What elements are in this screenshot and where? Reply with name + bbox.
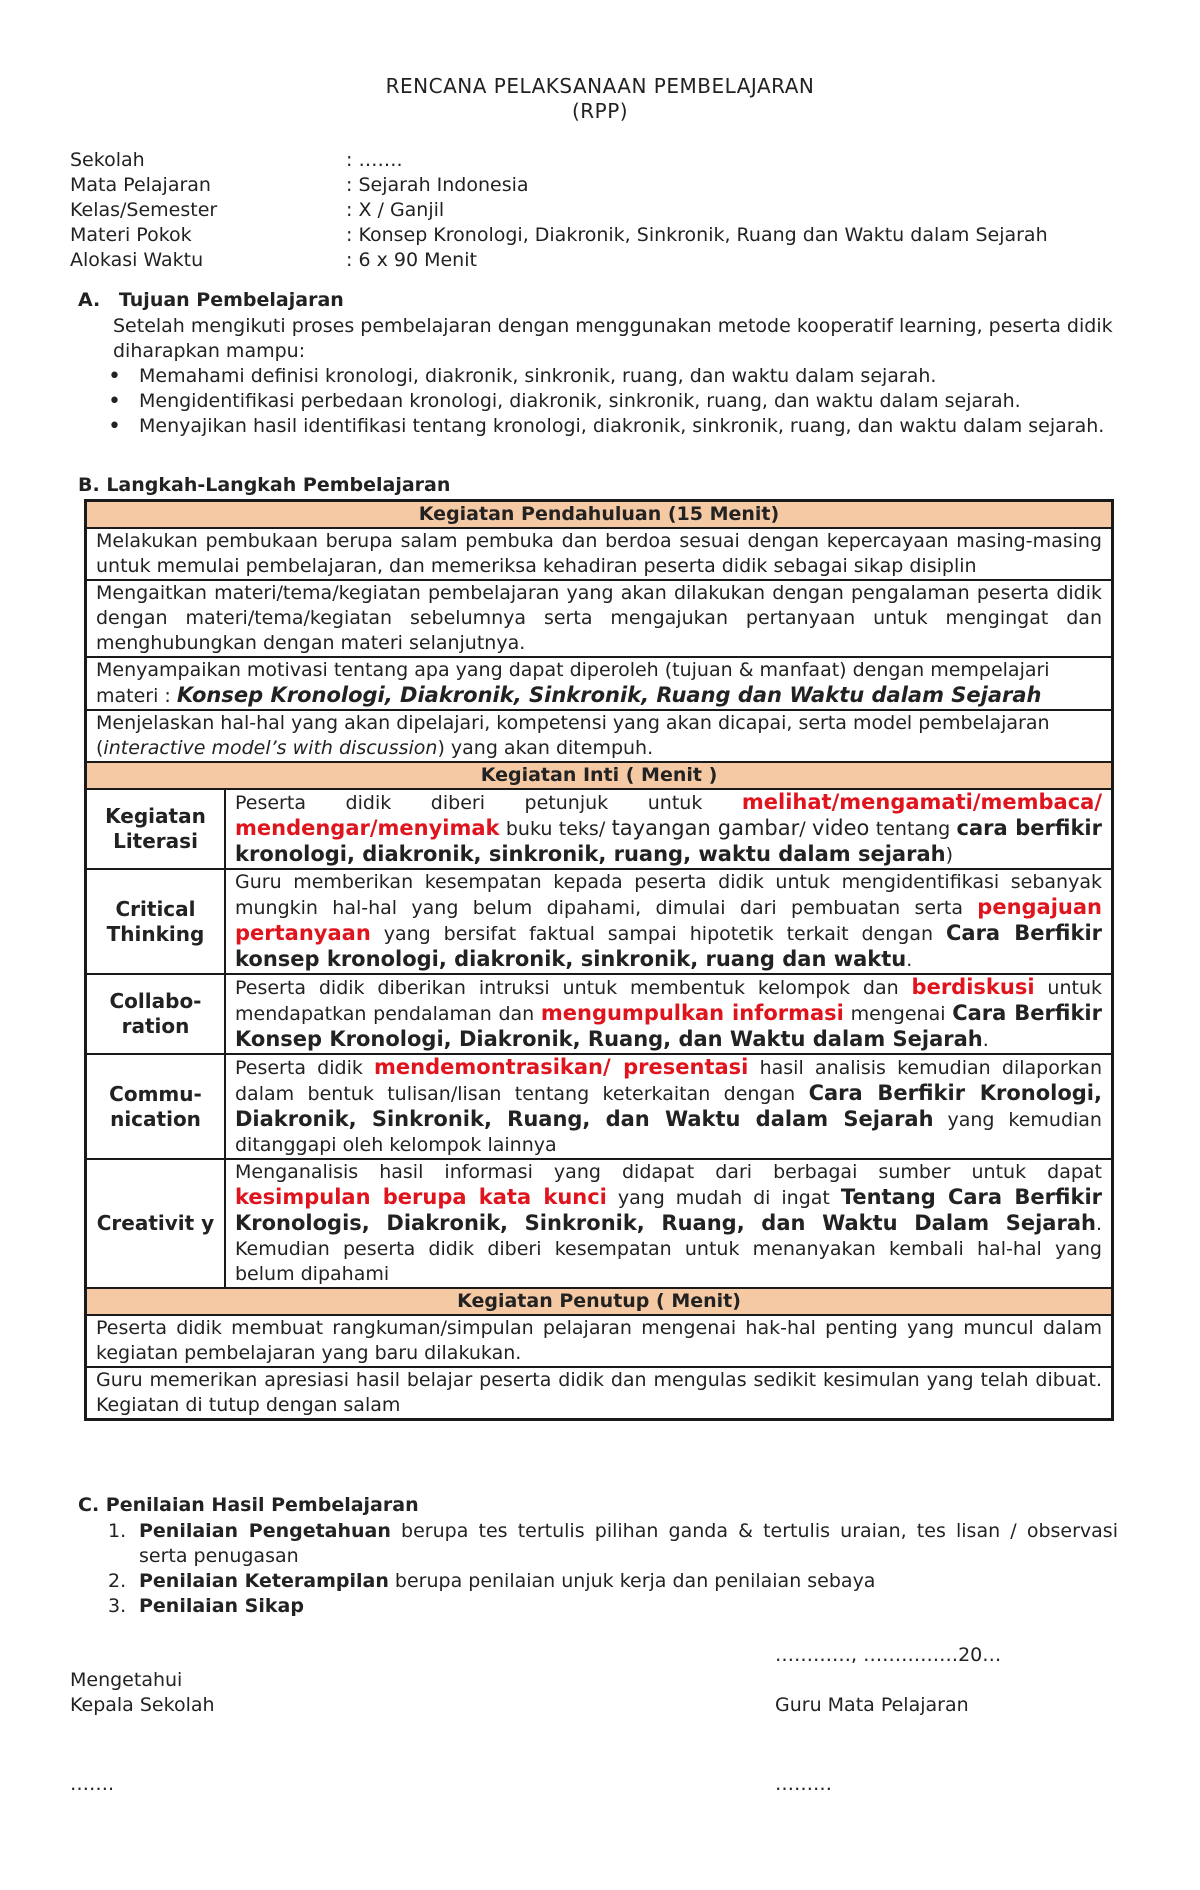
section-c-heading: C. Penilaian Hasil Pembelajaran xyxy=(78,1494,419,1516)
table-row xyxy=(86,528,1113,580)
core-header: Kegiatan Inti ( Menit ) xyxy=(86,762,1113,789)
step-text: yang kemudian ditanggapi oleh kelompok lainnya xyxy=(235,1109,1102,1156)
table-row xyxy=(86,580,1113,657)
highlight-text: pengajuan pertanyaan xyxy=(235,895,1102,945)
document-subtitle: (RPP) xyxy=(571,99,629,123)
identity-row-time xyxy=(70,248,1048,273)
step-text: . Kemudian peserta didik diberi kesempatan untuk menanyakan kembali hal-hal yang belum dipahami xyxy=(235,1213,1102,1285)
item-number: 3. xyxy=(108,1595,127,1617)
core-header-row xyxy=(86,762,1113,789)
creativity-label: Creativit y xyxy=(86,1159,226,1288)
section-a-intro: Setelah mengikuti proses pembelajaran dengan menggunakan metode kooperatif learning, peserta didik diharapkan mampu: xyxy=(113,315,1113,362)
step-text: Menjelaskan hal-hal yang akan dipelajari, kompetensi yang akan dicapai, serta model pembelajaran ( xyxy=(96,712,1050,759)
objective-item: • Menyajikan hasil identifikasi tentang kronologi, diakronik, sinkronik, ruang, dan waktu dalam sejarah. xyxy=(108,414,1158,439)
item-text: berupa penilaian unjuk kerja dan penilaian sebaya xyxy=(388,1570,876,1592)
literacy-text xyxy=(225,789,1113,869)
item-number: 2. xyxy=(108,1570,127,1592)
bold-text: Cara Berfikir Konsep Kronologi, Diakronik, Ruang, dan Waktu dalam Sejarah xyxy=(235,1001,1102,1051)
identity-row-class xyxy=(70,198,1048,223)
identity-row-material xyxy=(70,223,1048,248)
table-row xyxy=(86,1315,1113,1367)
identity-row-school xyxy=(70,148,1048,173)
collaboration-label: Collabo-ration xyxy=(86,974,226,1054)
bold-text: cara berfikir kronologi, diakronik, sinkronik, ruang, waktu dalam sejarah xyxy=(235,816,1102,866)
identity-label: Materi Pokok xyxy=(70,224,192,246)
teacher-title: Guru Mata Pelajaran xyxy=(775,1694,969,1716)
highlight-text: mengumpulkan informasi xyxy=(540,1001,844,1025)
table-row xyxy=(86,710,1113,762)
teacher-name: ……… xyxy=(775,1773,832,1795)
step-text: video xyxy=(812,816,870,840)
closing-step-1: Peserta didik membuat rangkuman/simpulan pelajaran mengenai hak-hal penting yang muncul dalam kegiatan pembelajaran yang baru dilakukan. xyxy=(86,1315,1113,1367)
item-text: berupa tes tertulis pilihan ganda & tertulis uraian, tes lisan / observasi serta penugasan xyxy=(139,1520,1118,1567)
identity-value: : X / Ganjil xyxy=(346,199,445,221)
identity-value: : 6 x 90 Menit xyxy=(346,249,477,271)
communication-text xyxy=(225,1054,1113,1159)
objective-item: • Mengidentifikasi perbedaan kronologi, diakronik, sinkronik, ruang, dan waktu dalam sejarah. xyxy=(108,389,1158,414)
step-text: Peserta didik xyxy=(235,1057,375,1079)
step-text: . xyxy=(906,949,913,971)
step-text: mengenai xyxy=(843,1003,953,1025)
identity-label: Mata Pelajaran xyxy=(70,174,211,196)
step-text: Guru memberikan kesempatan kepada peserta didik untuk mengidentifikasi sebanyak mungkin hal-hal yang belum dipahami, dimulai dari pembuatan serta xyxy=(235,871,1102,919)
collaboration-text xyxy=(225,974,1113,1054)
critical-thinking-label: Critical Thinking xyxy=(86,869,226,974)
principal-name: ……. xyxy=(70,1773,115,1795)
literacy-label: Kegiatan Literasi xyxy=(86,789,226,869)
table-row xyxy=(86,974,1113,1054)
identity-value: : Sejarah Indonesia xyxy=(346,174,529,196)
highlight-text: melihat/mengamati/membaca/ mendengar/menyimak xyxy=(235,790,1102,840)
identity-label: Alokasi Waktu xyxy=(70,249,204,271)
table-row xyxy=(86,869,1113,974)
identity-value: : ……. xyxy=(346,149,403,171)
section-b-heading: B. Langkah-Langkah Pembelajaran xyxy=(78,474,451,496)
opening-step-1: Melakukan pembukaan berupa salam pembuka dan berdoa sesuai dengan kepercayaan masing-masing untuk memulai pembelajaran, dan memeriksa kehadiran peserta didik sebagai sikap disiplin xyxy=(86,528,1113,580)
identity-row-subject xyxy=(70,173,1048,198)
table-row xyxy=(86,1159,1113,1288)
item-number: 1. xyxy=(108,1520,127,1542)
table-row xyxy=(86,789,1113,869)
highlight-text: berdiskusi xyxy=(911,975,1035,999)
step-text: yang mudah di ingat xyxy=(606,1187,841,1209)
section-a-title: Tujuan Pembelajaran xyxy=(118,289,344,311)
step-text: tayangan gambar xyxy=(611,816,800,840)
assessment-item xyxy=(108,1519,1118,1569)
assessment-list xyxy=(108,1519,1118,1619)
table-row xyxy=(86,1367,1113,1420)
objective-item: • Memahami definisi kronologi, diakronik, sinkronik, ruang, dan waktu dalam sejarah. xyxy=(108,364,1158,389)
opening-header: Kegiatan Pendahuluan (15 Menit) xyxy=(86,501,1113,529)
bold-text: Tentang Cara Berfikir Kronologis, Diakronik, Sinkronik, Ruang, dan Waktu Dalam Sejarah xyxy=(235,1185,1103,1235)
identity-block xyxy=(70,148,1048,273)
bold-text: Cara Berfikir Kronologi, Diakronik, Sinkronik, Ruang, dan Waktu dalam Sejarah xyxy=(235,1081,1102,1131)
identity-label: Sekolah xyxy=(70,149,145,171)
communication-label: Commu-nication xyxy=(86,1054,226,1159)
table-row xyxy=(86,657,1113,710)
assessment-item xyxy=(108,1594,1118,1619)
critical-thinking-text xyxy=(225,869,1113,974)
objectives-list xyxy=(108,364,1158,439)
closing-step-2: Guru memerikan apresiasi hasil belajar peserta didik dan mengulas sedikit kesimulan yang telah dibuat. Kegiatan di tutup dengan salam xyxy=(86,1367,1113,1420)
opening-step-2: Mengaitkan materi/tema/kegiatan pembelajaran yang akan dilakukan dengan pengalaman peserta didik dengan materi/tema/kegiatan sebelumnya serta mengajukan pertanyaan untuk mengingat dan menghubungkan dengan materi selanjutnya. xyxy=(86,580,1113,657)
step-text: / xyxy=(799,818,813,840)
opening-header-row xyxy=(86,501,1113,529)
highlight-text: kesimpulan berupa kata kunci xyxy=(235,1185,607,1209)
step-text: tentang xyxy=(869,818,957,840)
section-a-letter: A. xyxy=(78,289,101,311)
acknowledged-label: Mengetahui xyxy=(70,1669,183,1691)
material-topic: Konsep Kronologi, Diakronik, Sinkronik, Ruang dan Waktu dalam Sejarah xyxy=(176,683,1042,707)
step-text: ) xyxy=(945,844,953,866)
item-title: Penilaian Sikap xyxy=(139,1595,304,1617)
step-text: ) yang akan ditempuh. xyxy=(437,737,654,759)
step-text: . xyxy=(982,1029,989,1051)
place-date: …………, ……………20… xyxy=(775,1644,1002,1666)
item-title: Penilaian Keterampilan xyxy=(139,1570,389,1592)
step-text: hasil analisis kemudian dilaporkan dalam bentuk tulisan/lisan tentang keterkaitan dengan xyxy=(235,1057,1102,1105)
bold-text: Cara Berfikir konsep kronologi, diakronik, sinkronik, ruang dan waktu xyxy=(235,921,1102,971)
section-a-heading xyxy=(78,289,344,311)
document-title: RENCANA PELAKSANAAN PEMBELAJARAN xyxy=(385,74,815,98)
principal-title: Kepala Sekolah xyxy=(70,1694,215,1716)
step-text: Menganalisis hasil informasi yang didapat dari berbagai sumber untuk dapat xyxy=(235,1161,1102,1183)
learning-steps-table xyxy=(84,499,1114,1421)
item-title: Penilaian Pengetahuan xyxy=(139,1520,391,1542)
step-text: untuk mendapatkan pendalaman dan xyxy=(235,977,1103,1025)
step-text: Peserta didik diberi petunjuk untuk xyxy=(235,792,742,814)
closing-header-row xyxy=(86,1288,1113,1315)
opening-step-4 xyxy=(86,710,1113,762)
closing-header: Kegiatan Penutup ( Menit) xyxy=(86,1288,1113,1315)
step-text: Menyampaikan motivasi tentang apa yang dapat diperoleh (tujuan & manfaat) dengan mempelajari materi : xyxy=(96,659,1050,707)
model-name: interactive model’s with discussion xyxy=(103,737,438,759)
step-text: buku teks/ xyxy=(499,818,612,840)
creativity-text xyxy=(225,1159,1113,1288)
table-row xyxy=(86,1054,1113,1159)
step-text: yang bersifat faktual sampai hipotetik terkait dengan xyxy=(370,923,946,945)
opening-step-3 xyxy=(86,657,1113,710)
highlight-text: mendemontrasikan/ presentasi xyxy=(374,1055,749,1079)
identity-label: Kelas/Semester xyxy=(70,199,218,221)
assessment-item xyxy=(108,1569,1118,1594)
identity-value: : Konsep Kronologi, Diakronik, Sinkronik, Ruang dan Waktu dalam Sejarah xyxy=(346,224,1048,246)
step-text: Peserta didik diberikan intruksi untuk membentuk kelompok dan xyxy=(235,977,912,999)
